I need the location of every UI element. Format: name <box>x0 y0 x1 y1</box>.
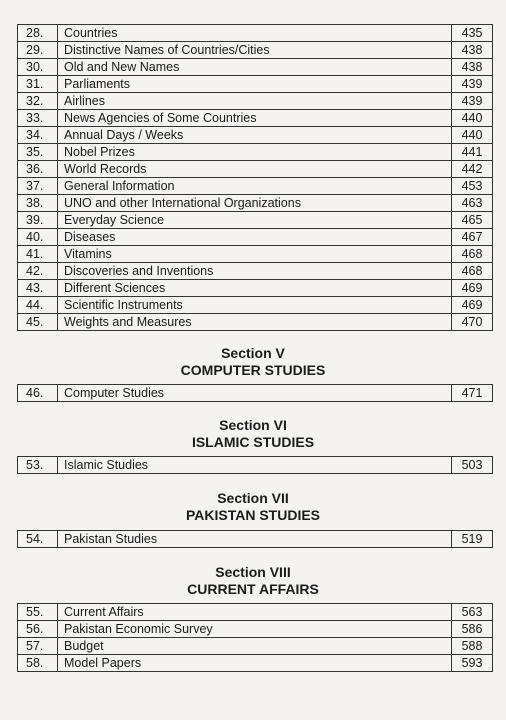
section-title: Section VIII <box>215 564 291 580</box>
entry-number: 42. <box>18 263 58 280</box>
table-row <box>18 42 493 59</box>
entry-page: 442 <box>452 161 493 178</box>
table-row <box>18 93 493 110</box>
table-row <box>18 178 493 195</box>
entry-page: 438 <box>452 59 493 76</box>
entry-number: 29. <box>18 42 58 59</box>
table-row <box>18 604 493 621</box>
entry-page: 439 <box>452 76 493 93</box>
entry-title: Scientific Instruments <box>58 297 452 314</box>
entry-title: Islamic Studies <box>58 457 452 474</box>
entry-page: 469 <box>452 297 493 314</box>
section-title: Section V <box>221 345 285 361</box>
table-row <box>18 25 493 42</box>
entry-number: 39. <box>18 212 58 229</box>
entry-title: Diseases <box>58 229 452 246</box>
entry-page: 563 <box>452 604 493 621</box>
table-row <box>18 229 493 246</box>
contents-table-body <box>18 25 493 331</box>
section-title: Section VI <box>219 417 287 433</box>
entry-title: Vitamins <box>58 246 452 263</box>
section-subtitle: PAKISTAN STUDIES <box>185 507 321 523</box>
entry-title: Computer Studies <box>58 385 452 402</box>
entry-page: 465 <box>452 212 493 229</box>
entry-page: 441 <box>452 144 493 161</box>
entry-number: 30. <box>18 59 58 76</box>
entry-title: General Information <box>58 178 452 195</box>
entry-page: 439 <box>452 93 493 110</box>
entry-title: Model Papers <box>58 655 452 672</box>
entry-title: Nobel Prizes <box>58 144 452 161</box>
entry-title: Budget <box>58 638 452 655</box>
entry-page: 440 <box>452 127 493 144</box>
entry-number: 53. <box>18 457 58 474</box>
section-table <box>17 456 493 474</box>
entry-title: Parliaments <box>58 76 452 93</box>
table-row <box>18 297 493 314</box>
entry-title: Discoveries and Inventions <box>58 263 452 280</box>
entry-title: Weights and Measures <box>58 314 452 331</box>
section-subtitle: CURRENT AFFAIRS <box>187 581 319 597</box>
entry-number: 36. <box>18 161 58 178</box>
entry-number: 44. <box>18 297 58 314</box>
table-row <box>18 59 493 76</box>
entry-title: Old and New Names <box>58 59 452 76</box>
entry-number: 43. <box>18 280 58 297</box>
entry-page: 463 <box>452 195 493 212</box>
table-row <box>18 655 493 672</box>
entry-page: 471 <box>452 385 493 402</box>
entry-page: 469 <box>452 280 493 297</box>
section-heading <box>0 417 506 451</box>
table-row <box>18 531 493 548</box>
entry-number: 57. <box>18 638 58 655</box>
entry-page: 470 <box>452 314 493 331</box>
entry-number: 45. <box>18 314 58 331</box>
entry-title: Distinctive Names of Countries/Cities <box>58 42 452 59</box>
section-table <box>17 384 493 402</box>
entry-number: 58. <box>18 655 58 672</box>
table-row <box>18 144 493 161</box>
entry-title: Pakistan Economic Survey <box>58 621 452 638</box>
table-row <box>18 127 493 144</box>
entry-page: 586 <box>452 621 493 638</box>
table-row <box>18 638 493 655</box>
table-row <box>18 110 493 127</box>
entry-page: 503 <box>452 457 493 474</box>
entry-page: 453 <box>452 178 493 195</box>
entry-title: World Records <box>58 161 452 178</box>
table-row <box>18 457 493 474</box>
entry-page: 468 <box>452 263 493 280</box>
entry-title: News Agencies of Some Countries <box>58 110 452 127</box>
section-heading <box>0 564 506 598</box>
entry-title: Current Affairs <box>58 604 452 621</box>
table-row <box>18 195 493 212</box>
entry-number: 38. <box>18 195 58 212</box>
entry-title: UNO and other International Organizations <box>58 195 452 212</box>
table-row <box>18 263 493 280</box>
section-subtitle: ISLAMIC STUDIES <box>191 434 315 450</box>
section-table <box>17 603 493 672</box>
table-row <box>18 246 493 263</box>
entry-page: 588 <box>452 638 493 655</box>
section-table <box>17 530 493 548</box>
entry-number: 33. <box>18 110 58 127</box>
section-title: Section VII <box>217 490 289 506</box>
table-row <box>18 76 493 93</box>
table-row <box>18 280 493 297</box>
entry-number: 41. <box>18 246 58 263</box>
section-heading <box>0 490 506 524</box>
table-row <box>18 314 493 331</box>
entry-number: 28. <box>18 25 58 42</box>
entry-number: 32. <box>18 93 58 110</box>
entry-title: Different Sciences <box>58 280 452 297</box>
table-row <box>18 385 493 402</box>
section-subtitle: COMPUTER STUDIES <box>180 362 326 378</box>
contents-table-main <box>17 24 493 331</box>
entry-number: 56. <box>18 621 58 638</box>
entry-page: 593 <box>452 655 493 672</box>
entry-number: 37. <box>18 178 58 195</box>
entry-number: 55. <box>18 604 58 621</box>
entry-title: Airlines <box>58 93 452 110</box>
entry-number: 40. <box>18 229 58 246</box>
entry-number: 46. <box>18 385 58 402</box>
entry-page: 519 <box>452 531 493 548</box>
entry-number: 54. <box>18 531 58 548</box>
entry-page: 435 <box>452 25 493 42</box>
entry-title: Everyday Science <box>58 212 452 229</box>
entry-title: Annual Days / Weeks <box>58 127 452 144</box>
table-row <box>18 212 493 229</box>
entry-number: 35. <box>18 144 58 161</box>
entry-title: Countries <box>58 25 452 42</box>
entry-number: 31. <box>18 76 58 93</box>
entry-number: 34. <box>18 127 58 144</box>
section-heading <box>0 345 506 379</box>
table-row <box>18 161 493 178</box>
entry-title: Pakistan Studies <box>58 531 452 548</box>
entry-page: 440 <box>452 110 493 127</box>
table-row <box>18 621 493 638</box>
entry-page: 438 <box>452 42 493 59</box>
entry-page: 467 <box>452 229 493 246</box>
entry-page: 468 <box>452 246 493 263</box>
